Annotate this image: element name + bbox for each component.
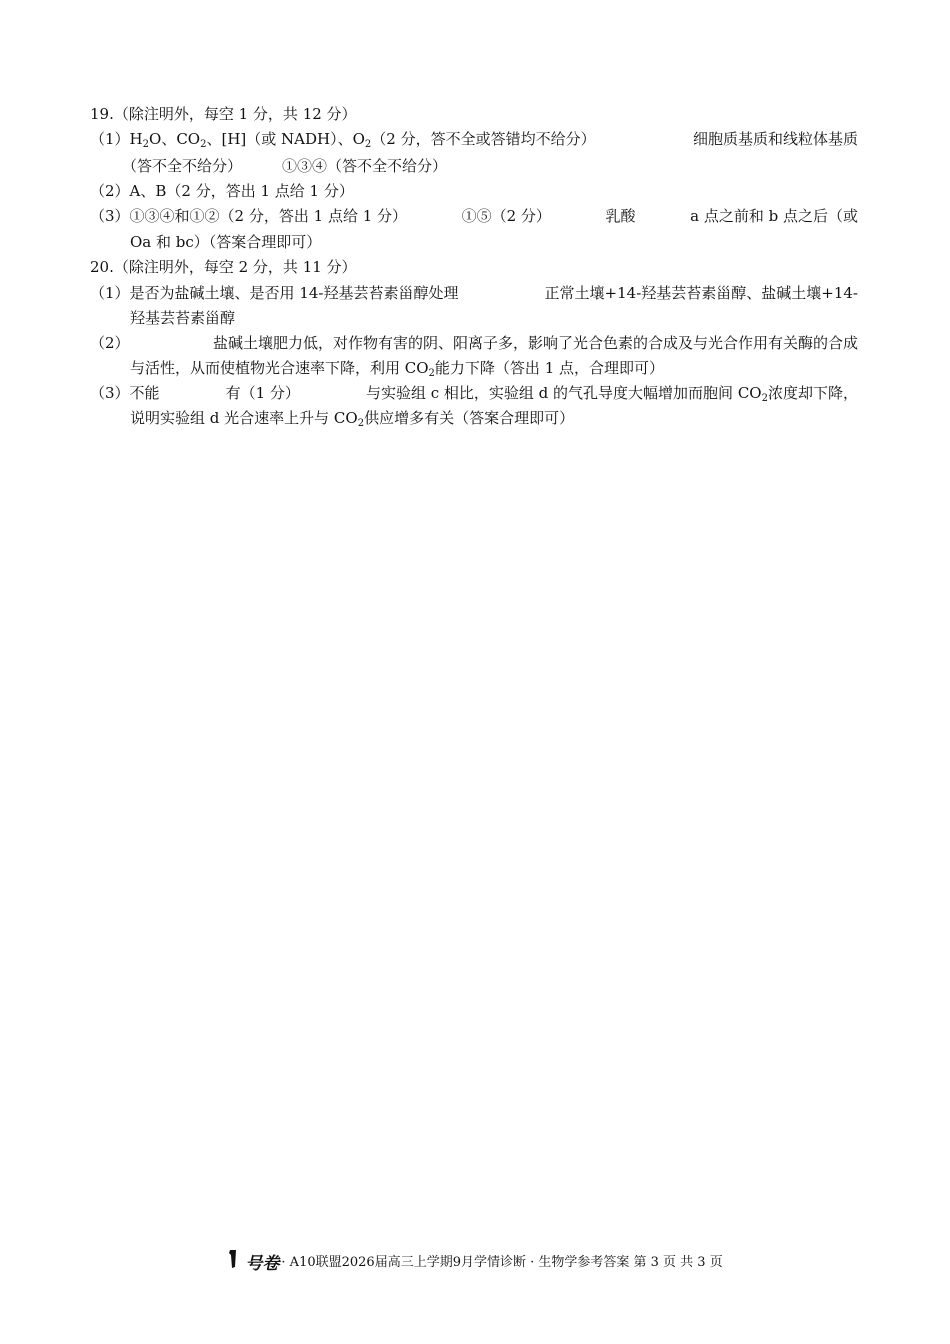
q20-header: 20.（除注明外，每空 2 分，共 11 分）: [90, 258, 357, 276]
q19-part1-answer1: $(1)H_2O$、$CO_2$、[H]（或 NADH）、$O_2(2$ 分，答不全或答错均不给分）: [90, 130, 596, 150]
q19-part1-line2: [122, 156, 447, 176]
q19-part3-line2: Oa 和 bc）（答案合理即可）: [130, 233, 322, 251]
q19-part3-answer1: ①③④和①②（2 分，答出 1 点给 1 分）: [129, 207, 408, 225]
q19-part2: （2）A、B（2 分，答出 1 点给 1 分）: [90, 182, 354, 200]
q19-part3-answer2: ①⑤（2 分）: [461, 207, 551, 225]
brush-stroke-icon: [227, 1249, 241, 1269]
q20-part3-answer1: 不能: [129, 384, 160, 402]
q20-part1-answer2: 正常土壤+14-羟基芸苔素甾醇、盐碱土壤+14-: [544, 284, 858, 302]
q20-part3-line2: 说明实验组 d 光合速率上升与 $CO_2$供应增多有关（答案合理即可）: [130, 409, 575, 429]
q19-header: 19.（除注明外，每空 1 分，共 12 分）: [90, 105, 357, 123]
q20-part2-answer: 盐碱土壤肥力低，对作物有害的阴、阳离子多，影响了光合色素的合成及与光合作用有关酶的合成: [212, 334, 858, 352]
q20-part2-line2: 与活性，从而使植物光合速率下降，利用 $CO_2$能力下降（答出 1 点，合理即可）: [130, 359, 665, 379]
q20-part3-answer2: 有（1 分）: [225, 384, 300, 402]
q20-part3-answer3: 与实验组 c 相比，实验组 d 的气孔导度大幅增加而胞间 $CO_2$浓度却下降，: [365, 384, 858, 404]
q19-part3-line1: （3）①③④和①②（2 分，答出 1 点给 1 分） ①⑤（2 分） 乳酸 a 点之前和 b 点之后（或: [90, 207, 858, 225]
q20-part1-line2: 羟基芸苔素甾醇: [130, 309, 236, 327]
q20-part1-answer1: 是否为盐碱土壤、是否用 14-羟基芸苔素甾醇处理: [129, 284, 459, 302]
q19-part1-line1: [90, 129, 858, 149]
q19-part1-answer3: ①③④（答不全不给分）: [282, 157, 448, 175]
footer-text: · A10联盟2026届高三上学期9月学情诊断 · 生物学参考答案 第 3 页 共 3 页: [281, 1255, 723, 1270]
q19-part2-answer: A、B（2 分，答出 1 点给 1 分）: [129, 182, 354, 200]
q20-part1-line1: （1）是否为盐碱土壤、是否用 14-羟基芸苔素甾醇处理 正常土壤+14-羟基芸苔素甾醇、盐碱土壤+14-: [90, 284, 858, 302]
q19-part1-answer2: 细胞质基质和线粒体基质: [692, 130, 858, 148]
q19-part3-answer3: 乳酸: [605, 207, 636, 225]
q20-part3-line1: （3）不能 有（1 分） 与实验组 c 相比，实验组 d 的气孔导度大幅增加而胞间 $CO_2$浓度却下降，: [90, 384, 858, 404]
publisher-logo: 号卷: [227, 1249, 279, 1276]
page-footer: [0, 1249, 950, 1276]
q20-part2-line1: （2） 盐碱土壤肥力低，对作物有害的阴、阳离子多，影响了光合色素的合成及与光合作用有关酶的合成: [90, 334, 858, 352]
q19-part1-note2: （答不全不给分）: [122, 157, 243, 175]
q19-part3-answer4: a 点之前和 b 点之后（或: [690, 207, 858, 225]
